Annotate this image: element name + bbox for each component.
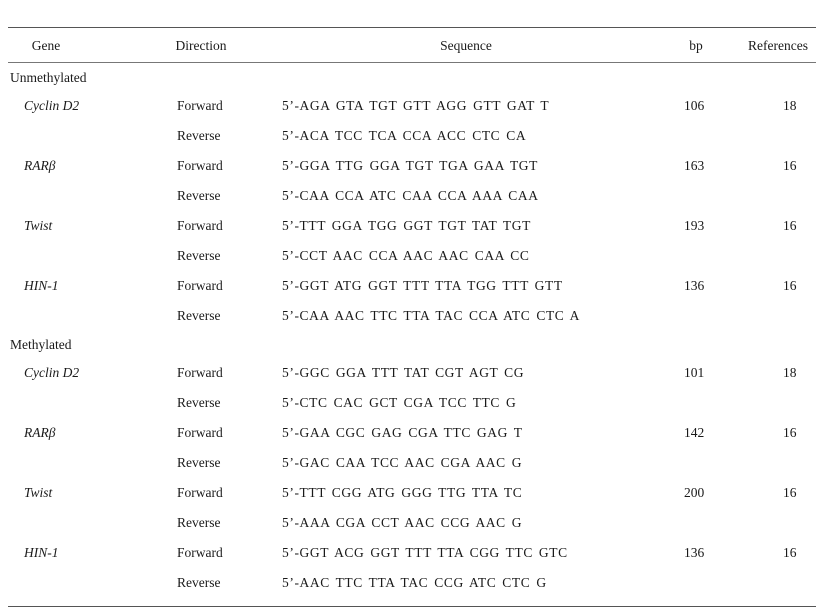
sequence-cell: 5’-TTT CGG ATG GGG TTG TTA TC <box>282 485 523 500</box>
table-row <box>0 395 820 415</box>
direction-cell: Reverse <box>177 308 221 323</box>
direction-cell: Reverse <box>177 455 221 470</box>
direction-cell: Forward <box>177 545 223 560</box>
bp-cell: 136 <box>684 545 705 560</box>
sequence-cell: 5’-GGT ATG GGT TTT TTA TGG TTT GTT <box>282 278 563 293</box>
sequence-cell: 5’-CAA CCA ATC CAA CCA AAA CAA <box>282 188 539 203</box>
bp-cell: 142 <box>684 425 705 440</box>
gene-cell: Twist <box>24 485 53 500</box>
sequence-cell: 5’-ACA TCC TCA CCA ACC CTC CA <box>282 128 527 143</box>
gene-cell: RARβ <box>24 425 56 440</box>
header-rule <box>8 62 816 63</box>
table-bottom-rule <box>8 606 816 607</box>
table-top-rule <box>8 27 816 28</box>
header-sequence: Sequence <box>440 38 492 53</box>
gene-cell: Cyclin D2 <box>24 98 80 113</box>
gene-cell: Twist <box>24 218 53 233</box>
section-title: Unmethylated <box>10 70 87 85</box>
table-row <box>0 278 820 298</box>
gene-cell: Cyclin D2 <box>24 365 80 380</box>
sequence-cell: 5’-GGT ACG GGT TTT TTA CGG TTC GTC <box>282 545 568 560</box>
direction-cell: Reverse <box>177 395 221 410</box>
direction-cell: Reverse <box>177 188 221 203</box>
table-row <box>0 218 820 238</box>
table-row <box>0 98 820 118</box>
sequence-cell: 5’-CTC CAC GCT CGA TCC TTC G <box>282 395 517 410</box>
section-title: Methylated <box>10 337 72 352</box>
bp-cell: 101 <box>684 365 705 380</box>
direction-cell: Forward <box>177 485 223 500</box>
table-row <box>0 425 820 445</box>
reference-cell: 16 <box>783 278 797 293</box>
direction-cell: Reverse <box>177 515 221 530</box>
table-row <box>0 455 820 475</box>
direction-cell: Forward <box>177 365 223 380</box>
bp-cell: 200 <box>684 485 705 500</box>
direction-cell: Forward <box>177 158 223 173</box>
bp-cell: 163 <box>684 158 705 173</box>
reference-cell: 16 <box>783 425 797 440</box>
gene-cell: RARβ <box>24 158 56 173</box>
table-row <box>0 485 820 505</box>
table-row <box>0 188 820 208</box>
bp-cell: 193 <box>684 218 705 233</box>
reference-cell: 18 <box>783 365 797 380</box>
table-row <box>0 545 820 565</box>
sequence-cell: 5’-TTT GGA TGG GGT TGT TAT TGT <box>282 218 531 233</box>
reference-cell: 16 <box>783 158 797 173</box>
table-row <box>0 308 820 328</box>
table-row <box>0 575 820 595</box>
sequence-cell: 5’-AGA GTA TGT GTT AGG GTT GAT T <box>282 98 550 113</box>
table-row <box>0 248 820 268</box>
direction-cell: Forward <box>177 278 223 293</box>
table-row <box>0 365 820 385</box>
bp-cell: 106 <box>684 98 705 113</box>
sequence-cell: 5’-GGC GGA TTT TAT CGT AGT CG <box>282 365 525 380</box>
sequence-cell: 5’-GGA TTG GGA TGT TGA GAA TGT <box>282 158 539 173</box>
header-bp: bp <box>689 38 703 53</box>
gene-cell: HIN-1 <box>24 278 59 293</box>
direction-cell: Forward <box>177 98 223 113</box>
direction-cell: Forward <box>177 218 223 233</box>
table-row <box>0 515 820 535</box>
reference-cell: 16 <box>783 218 797 233</box>
reference-cell: 16 <box>783 545 797 560</box>
table-row <box>0 128 820 148</box>
sequence-cell: 5’-CCT AAC CCA AAC AAC CAA CC <box>282 248 530 263</box>
sequence-cell: 5’-GAA CGC GAG CGA TTC GAG T <box>282 425 523 440</box>
direction-cell: Reverse <box>177 128 221 143</box>
table-row <box>0 158 820 178</box>
reference-cell: 18 <box>783 98 797 113</box>
gene-cell: HIN-1 <box>24 545 59 560</box>
sequence-cell: 5’-AAC TTC TTA TAC CCG ATC CTC G <box>282 575 547 590</box>
direction-cell: Reverse <box>177 575 221 590</box>
header-references: References <box>748 38 808 53</box>
header-direction: Direction <box>175 38 227 53</box>
sequence-cell: 5’-AAA CGA CCT AAC CCG AAC G <box>282 515 523 530</box>
sequence-cell: 5’-CAA AAC TTC TTA TAC CCA ATC CTC A <box>282 308 580 323</box>
sequence-cell: 5’-GAC CAA TCC AAC CGA AAC G <box>282 455 523 470</box>
direction-cell: Reverse <box>177 248 221 263</box>
bp-cell: 136 <box>684 278 705 293</box>
header-gene: Gene <box>31 38 61 53</box>
direction-cell: Forward <box>177 425 223 440</box>
reference-cell: 16 <box>783 485 797 500</box>
